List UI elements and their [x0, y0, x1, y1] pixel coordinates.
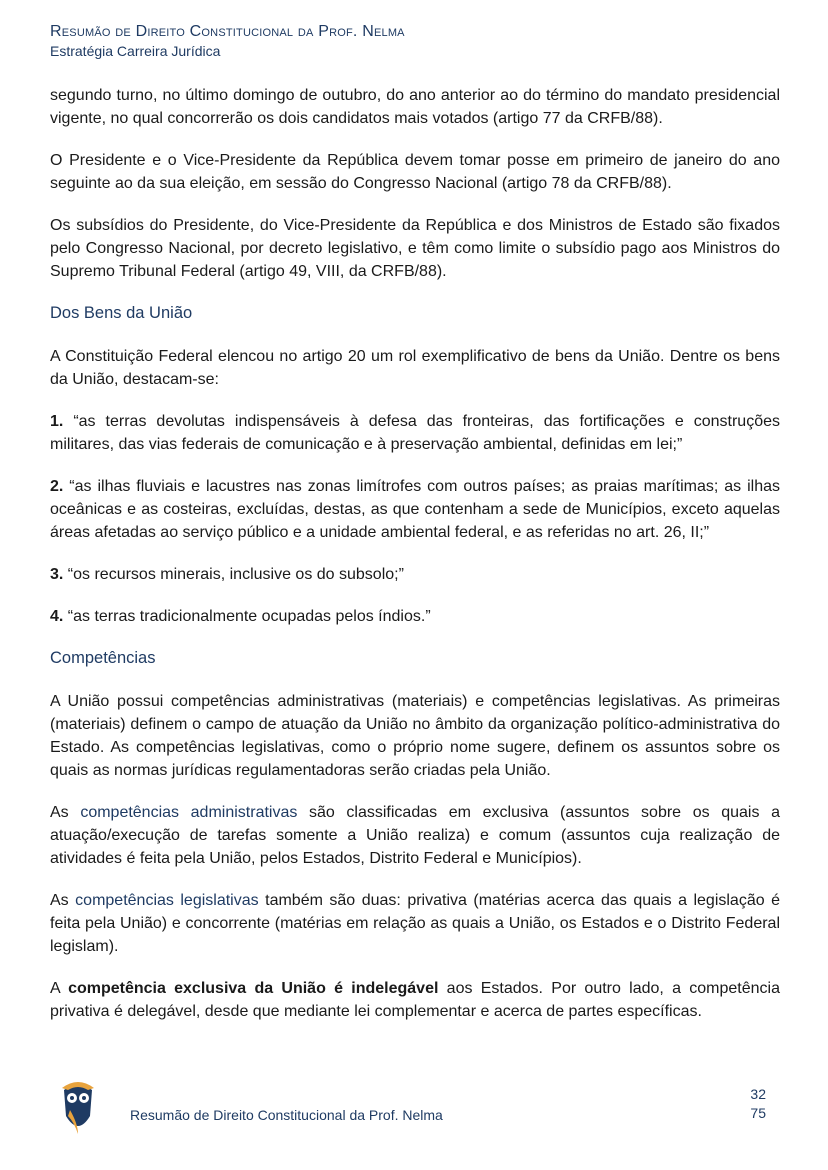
header-subtitle: Estratégia Carreira Jurídica — [50, 43, 221, 59]
item-number: 1. — [50, 413, 64, 430]
text-run: As — [50, 892, 76, 909]
item-text: “os recursos minerais, inclusive os do subsolo;” — [63, 566, 404, 583]
list-item — [50, 475, 780, 544]
item-text: “as terras tradicionalmente ocupadas pelos índios.” — [63, 608, 431, 625]
item-number: 3. — [50, 566, 64, 583]
total-pages: 75 — [750, 1105, 766, 1121]
document-body — [50, 84, 780, 1042]
paragraph — [50, 977, 780, 1023]
item-number: 4. — [50, 608, 64, 625]
header-title: Resumão de Direito Constitucional da Prof. Nelma — [50, 23, 405, 40]
paragraph: Os subsídios do Presidente, do Vice-Presidente da República e dos Ministros de Estado são fixados pelo Congresso Nacional, por decreto legislativo, e têm como limite o subsídio pago aos Ministros do Supremo Tribunal Federal (artigo 49, VIII, da CRFB/88). — [50, 217, 780, 280]
item-number: 2. — [50, 478, 64, 495]
text-run: também são duas: privativa (matérias acerca das quais a legislação é feita pela União) e concorrente (matérias em relação as quais a União, os Estados e o Distrito Federal legislam). — [50, 892, 781, 955]
paragraph — [50, 801, 780, 870]
list-item — [50, 410, 780, 456]
paragraph: segundo turno, no último domingo de outubro, do ano anterior ao do término do mandato presidencial vigente, no qual concorrerão os dois candidatos mais votados (artigo 77 da CRFB/88). — [50, 87, 780, 127]
section-heading-competencias: Competências — [50, 649, 156, 667]
page-header — [50, 22, 405, 60]
item-text: “as terras devolutas indispensáveis à defesa das fronteiras, das fortificações e construções militares, das vias federais de comunicação e à preservação ambiental, definidas em lei;” — [50, 413, 780, 453]
highlight-term: competências legislativas — [75, 892, 259, 909]
item-text: “as ilhas fluviais e lacustres nas zonas limítrofes com outros países; as praias marítimas; as ilhas oceânicas e as costeiras, excluídas, destas, as que contenham a sede de Municípios, exceto aquelas áreas afetadas ao serviço público e a unidade ambiental federal, e as referidas no art. 26, II;” — [50, 478, 780, 541]
current-page: 32 — [750, 1086, 766, 1102]
text-run: As — [50, 804, 81, 821]
footer-title: Resumão de Direito Constitucional da Prof. Nelma — [130, 1107, 443, 1123]
section-heading-bens: Dos Bens da União — [50, 304, 193, 322]
paragraph: A União possui competências administrativas (materiais) e competências legislativas. As primeiras (materiais) definem o campo de atuação da União no âmbito da organização político-administrativa do Estado. As competências legislativas, como o próprio nome sugere, definem os assuntos sobre os quais as normas jurídicas regulamentadoras serão criadas pela União. — [50, 693, 780, 779]
text-run: A — [50, 980, 69, 997]
list-item — [50, 563, 780, 586]
paragraph: A Constituição Federal elencou no artigo 20 um rol exemplificativo de bens da União. Dentre os bens da União, destacam-se: — [50, 348, 780, 388]
paragraph — [50, 889, 780, 958]
bold-term: competência exclusiva da União é indelegável — [68, 980, 439, 997]
highlight-term: competências administrativas — [80, 804, 298, 821]
list-item — [50, 605, 780, 628]
page-number — [750, 1085, 766, 1123]
paragraph: O Presidente e o Vice-Presidente da República devem tomar posse em primeiro de janeiro do ano seguinte ao da sua eleição, em sessão do Congresso Nacional (artigo 78 da CRFB/88). — [50, 152, 780, 192]
owl-logo-icon — [60, 1076, 96, 1136]
text-run: são classificadas em exclusiva (assuntos sobre os quais a atuação/execução de tarefas somente a União realiza) e comum (assuntos cuja realização de atividades é feita pela União, pelos Estados, Distrito Federal e Municípios). — [50, 804, 781, 867]
text-run: aos Estados. Por outro lado, a competência privativa é delegável, desde que mediante lei complementar e acerca de partes específicas. — [50, 980, 781, 1020]
